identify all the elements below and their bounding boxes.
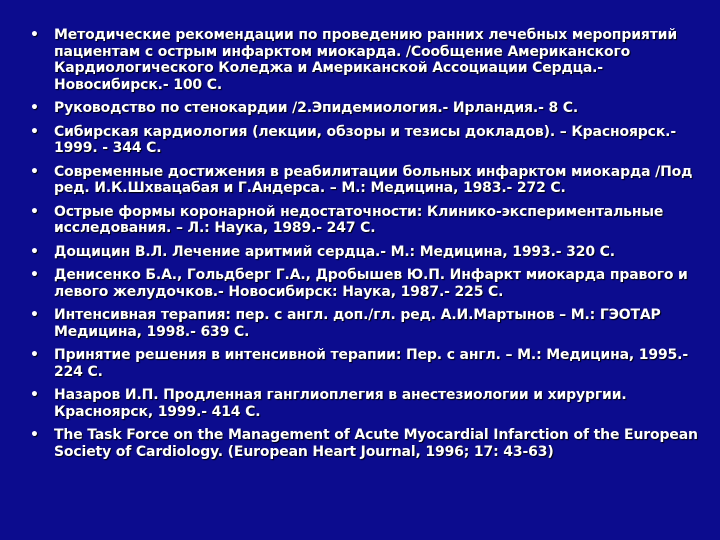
reference-text: Методические рекомендации по проведению ранних лечебных мероприятий пациентам с острым инфарктом миокарда. /Сообщение Американского Кардиологического Коледжа и Американской Ассоциации Сердца.- Новосибирск.- 100 С. bbox=[54, 27, 677, 93]
reference-item bbox=[30, 204, 698, 237]
reference-text: Современные достижения в реабилитации больных инфарктом миокарда /Под ред. И.К.Шхвацабая и Г.Андерса. – М.: Медицина, 1983.- 272 С. bbox=[54, 163, 693, 196]
reference-item bbox=[30, 124, 698, 157]
reference-text: Денисенко Б.А., Гольдберг Г.А., Дробышев Ю.П. Инфаркт миокарда правого и левого желудочков.- Новосибирск: Наука, 1987.- 225 С. bbox=[54, 267, 688, 300]
bullet-icon: • bbox=[30, 163, 39, 180]
reference-item bbox=[30, 27, 698, 93]
reference-text: Интенсивная терапия: пер. с англ. доп./гл. ред. А.И.Мартынов – М.: ГЭОТАР Медицина, 1998.- 639 С. bbox=[54, 307, 661, 340]
bullet-icon: • bbox=[30, 387, 39, 403]
bullet-icon: • bbox=[30, 307, 39, 323]
reference-text: Дощицин В.Л. Лечение аритмий сердца.- М.: Медицина, 1993.- 320 С. bbox=[54, 243, 615, 260]
reference-text: Сибирская кардиология (лекции, обзоры и тезисы докладов). – Красноярск.- 1999. - 344 С. bbox=[54, 123, 676, 156]
reference-item bbox=[30, 100, 698, 117]
reference-text: Руководство по стенокардии /2.Эпидемиология.- Ирландия.- 8 С. bbox=[54, 100, 579, 116]
reference-item bbox=[30, 387, 698, 420]
bullet-icon: • bbox=[30, 267, 39, 283]
reference-text: Принятие решения в интенсивной терапии: Пер. с англ. – М.: Медицина, 1995.- 224 С. bbox=[54, 347, 688, 380]
reference-item bbox=[30, 307, 698, 340]
reference-item bbox=[30, 164, 698, 197]
bullet-icon: • bbox=[30, 100, 39, 116]
bullet-icon: • bbox=[30, 203, 39, 220]
bullet-icon: • bbox=[30, 123, 39, 140]
reference-text: Острые формы коронарной недостаточности: Клинико-экспериментальные исследования. – Л.: Наука, 1989.- 247 С. bbox=[54, 203, 664, 236]
bullet-icon: • bbox=[30, 347, 39, 363]
bullet-icon: • bbox=[30, 243, 39, 260]
bullet-icon: • bbox=[30, 27, 39, 43]
reference-list bbox=[30, 27, 698, 460]
reference-text: The Task Force on the Management of Acute Myocardial Infarction of the European Society of Cardiology. (European Heart Journal, 1996; 17: 43-63) bbox=[54, 427, 698, 460]
reference-item bbox=[30, 347, 698, 380]
reference-item bbox=[30, 244, 698, 261]
reference-item bbox=[30, 267, 698, 300]
reference-item bbox=[30, 427, 698, 460]
bullet-icon: • bbox=[30, 427, 39, 443]
reference-text: Назаров И.П. Продленная ганглиоплегия в анестезиологии и хирургии. Красноярск, 1999.- 414 С. bbox=[54, 387, 627, 420]
